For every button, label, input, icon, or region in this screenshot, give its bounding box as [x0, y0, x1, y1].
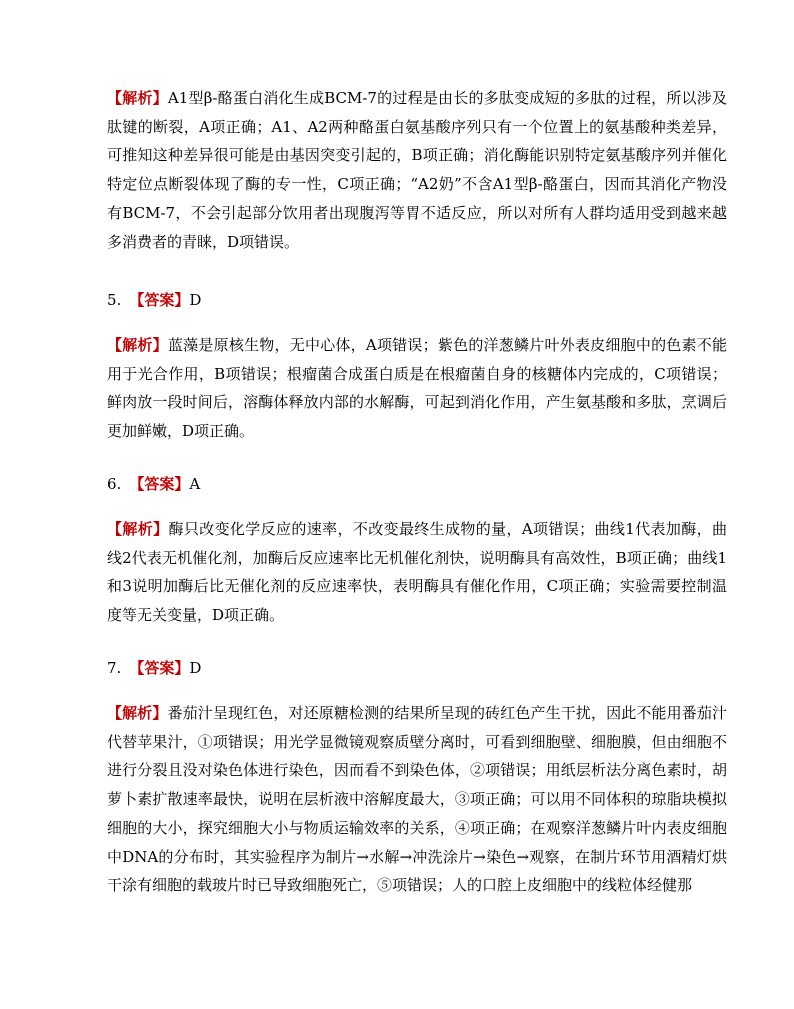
question-number: 5. — [107, 291, 122, 309]
analysis-tag: 【解析】 — [107, 89, 168, 107]
analysis-tag: 【解析】 — [107, 336, 168, 354]
analysis-text: 番茄汁呈现红色，对还原糖检测的结果所呈现的砖红色产生干扰，因此不能用番茄汁代替苹果汁，①项错误；用光学显微镜观察质壁分离时，可看到细胞壁、细胞膜，但由细胞不进行分裂且没对染色体进行染色，因而看不到染色体，②项错误；用纸层析法分离色素时，胡萝卜素扩散速率最快，说明在层析液中溶解度最大，③项正确；可以用不同体积的琼脂块模拟细胞的大小，探究细胞大小与物质运输效率的关系，④项正确；在观察洋葱鳞片叶内表皮细胞中DNA的分布时，其实验程序为制片→水解→冲洗涂片→染色→观察，在制片环节用酒精灯烘干涂有细胞的载玻片时已导致细胞死亡，⑤项错误；人的口腔上皮细胞中的线粒体经健那 — [107, 704, 727, 895]
answer-value: A — [189, 475, 201, 493]
analysis-tag: 【解析】 — [107, 704, 168, 722]
analysis-paragraph-5 — [107, 331, 727, 446]
answer-tag: 【答案】 — [129, 659, 190, 677]
answer-line-6 — [107, 470, 200, 498]
question-number: 6. — [107, 475, 122, 493]
answer-line-7 — [107, 654, 201, 682]
analysis-paragraph-6 — [107, 515, 727, 630]
answer-line-5 — [107, 286, 201, 314]
answer-tag: 【答案】 — [129, 475, 190, 493]
analysis-text: 酶只改变化学反应的速率，不改变最终生成物的量，A项错误；曲线1代表加酶，曲线2代表无机催化剂，加酶后反应速率比无机催化剂快，说明酶具有高效性，B项正确；曲线1和3说明加酶后比无催化剂的反应速率快，表明酶具有催化作用，C项正确；实验需要控制温度等无关变量，D项正确。 — [107, 520, 727, 625]
analysis-text: A1型β-酪蛋白消化生成BCM-7的过程是由长的多肽变成短的多肽的过程，所以涉及肽键的断裂，A项正确；A1、A2两种酪蛋白氨基酸序列只有一个位置上的氨基酸种类差异，可推知这种差异很可能是由基因突变引起的，B项正确；消化酶能识别特定氨基酸序列并催化特定位点断裂体现了酶的专一性，C项正确；“A2奶”不含A1型β-酪蛋白，因而其消化产物没有BCM-7，不会引起部分饮用者出现腹泻等胃不适反应，所以对所有人群均适用受到越来越多消费者的青睐，D项错误。 — [107, 89, 727, 251]
analysis-paragraph-4 — [107, 84, 727, 256]
question-number: 7. — [107, 659, 122, 677]
analysis-paragraph-7 — [107, 699, 727, 900]
answer-value: D — [189, 659, 202, 677]
analysis-tag: 【解析】 — [107, 520, 169, 538]
analysis-text: 蓝藻是原核生物，无中心体，A项错误；紫色的洋葱鳞片叶外表皮细胞中的色素不能用于光合作用，B项错误；根瘤菌合成蛋白质是在根瘤菌自身的核糖体内完成的，C项错误；鲜肉放一段时间后，溶酶体释放内部的水解酶，可起到消化作用，产生氨基酸和多肽，烹调后更加鲜嫩，D项正确。 — [107, 336, 727, 441]
answer-tag: 【答案】 — [129, 291, 190, 309]
answer-value: D — [189, 291, 202, 309]
